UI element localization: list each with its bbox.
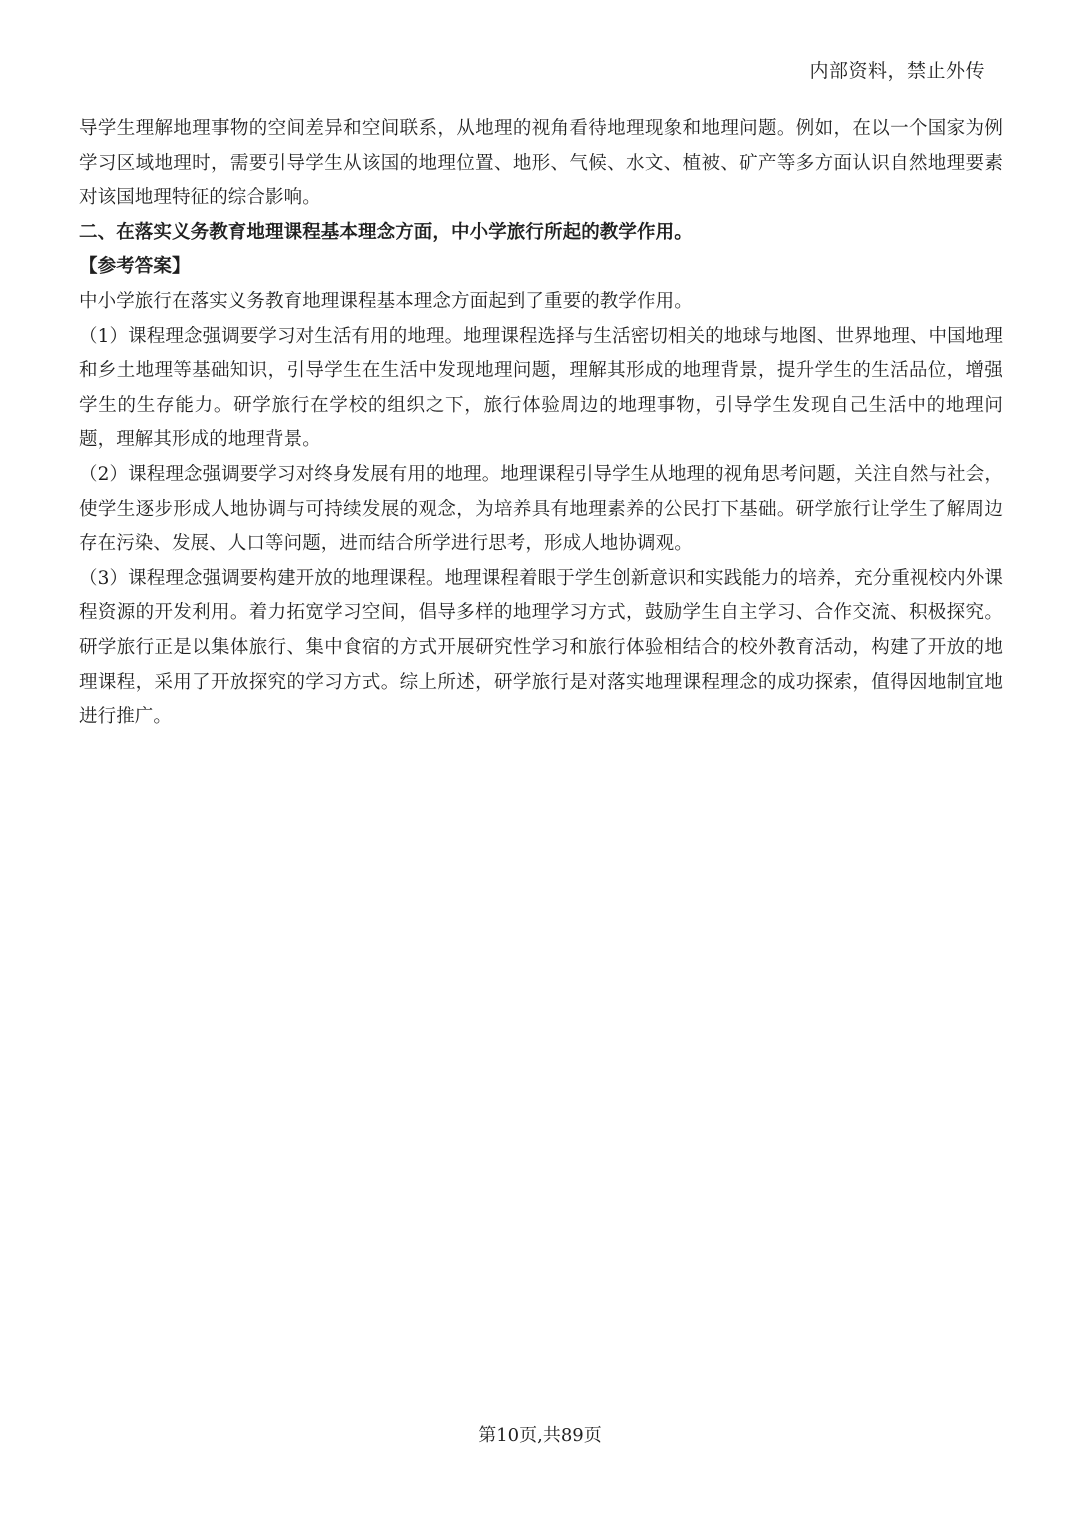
confidential-note: 内部资料，禁止外传	[809, 60, 985, 82]
answer-label: 【参考答案】	[79, 256, 191, 278]
answer-point-3: （3）课程理念强调要构建开放的地理课程。地理课程着眼于学生创新意识和实践能力的培养，充分重视校内外课程资源的开发利用。着力拓宽学习空间，倡导多样的地理学习方式，鼓励学生自主学习、合作交流、积极探究。研学旅行正是以集体旅行、集中食宿的方式开展研究性学习和旅行体验相结合的校外教育活动，构建了开放的地理课程，采用了开放探究的学习方式。综上所述，研学旅行是对落实地理课程理念的成功探索，值得因地制宜地进行推广。	[79, 567, 1003, 728]
answer-point-1: （1）课程理念强调要学习对生活有用的地理。地理课程选择与生活密切相关的地球与地图、世界地理、中国地理和乡土地理等基础知识，引导学生在生活中发现地理问题，理解其形成的地理背景，提升学生的生活品位，增强学生的生存能力。研学旅行在学校的组织之下，旅行体验周边的地理事物，引导学生发现自己生活中的地理问题，理解其形成的地理背景。	[79, 325, 1003, 451]
answer-intro: 中小学旅行在落实义务教育地理课程基本理念方面起到了重要的教学作用。	[79, 290, 693, 312]
intro-paragraph: 导学生理解地理事物的空间差异和空间联系，从地理的视角看待地理现象和地理问题。例如，在以一个国家为例学习区域地理时，需要引导学生从该国的地理位置、地形、气候、水文、植被、矿产等多方面认识自然地理要素对该国地理特征的综合影响。	[79, 118, 1003, 209]
page-number: 第10页,共89页	[478, 1425, 602, 1446]
answer-point-2: （2）课程理念强调要学习对终身发展有用的地理。地理课程引导学生从地理的视角思考问题，关注自然与社会，使学生逐步形成人地协调与可持续发展的观念，为培养具有地理素养的公民打下基础。研学旅行让学生了解周边存在污染、发展、人口等问题，进而结合所学进行思考，形成人地协调观。	[79, 463, 1003, 555]
document-body	[79, 112, 1003, 735]
section-heading: 二、在落实义务教育地理课程基本理念方面，中小学旅行所起的教学作用。	[79, 221, 693, 243]
